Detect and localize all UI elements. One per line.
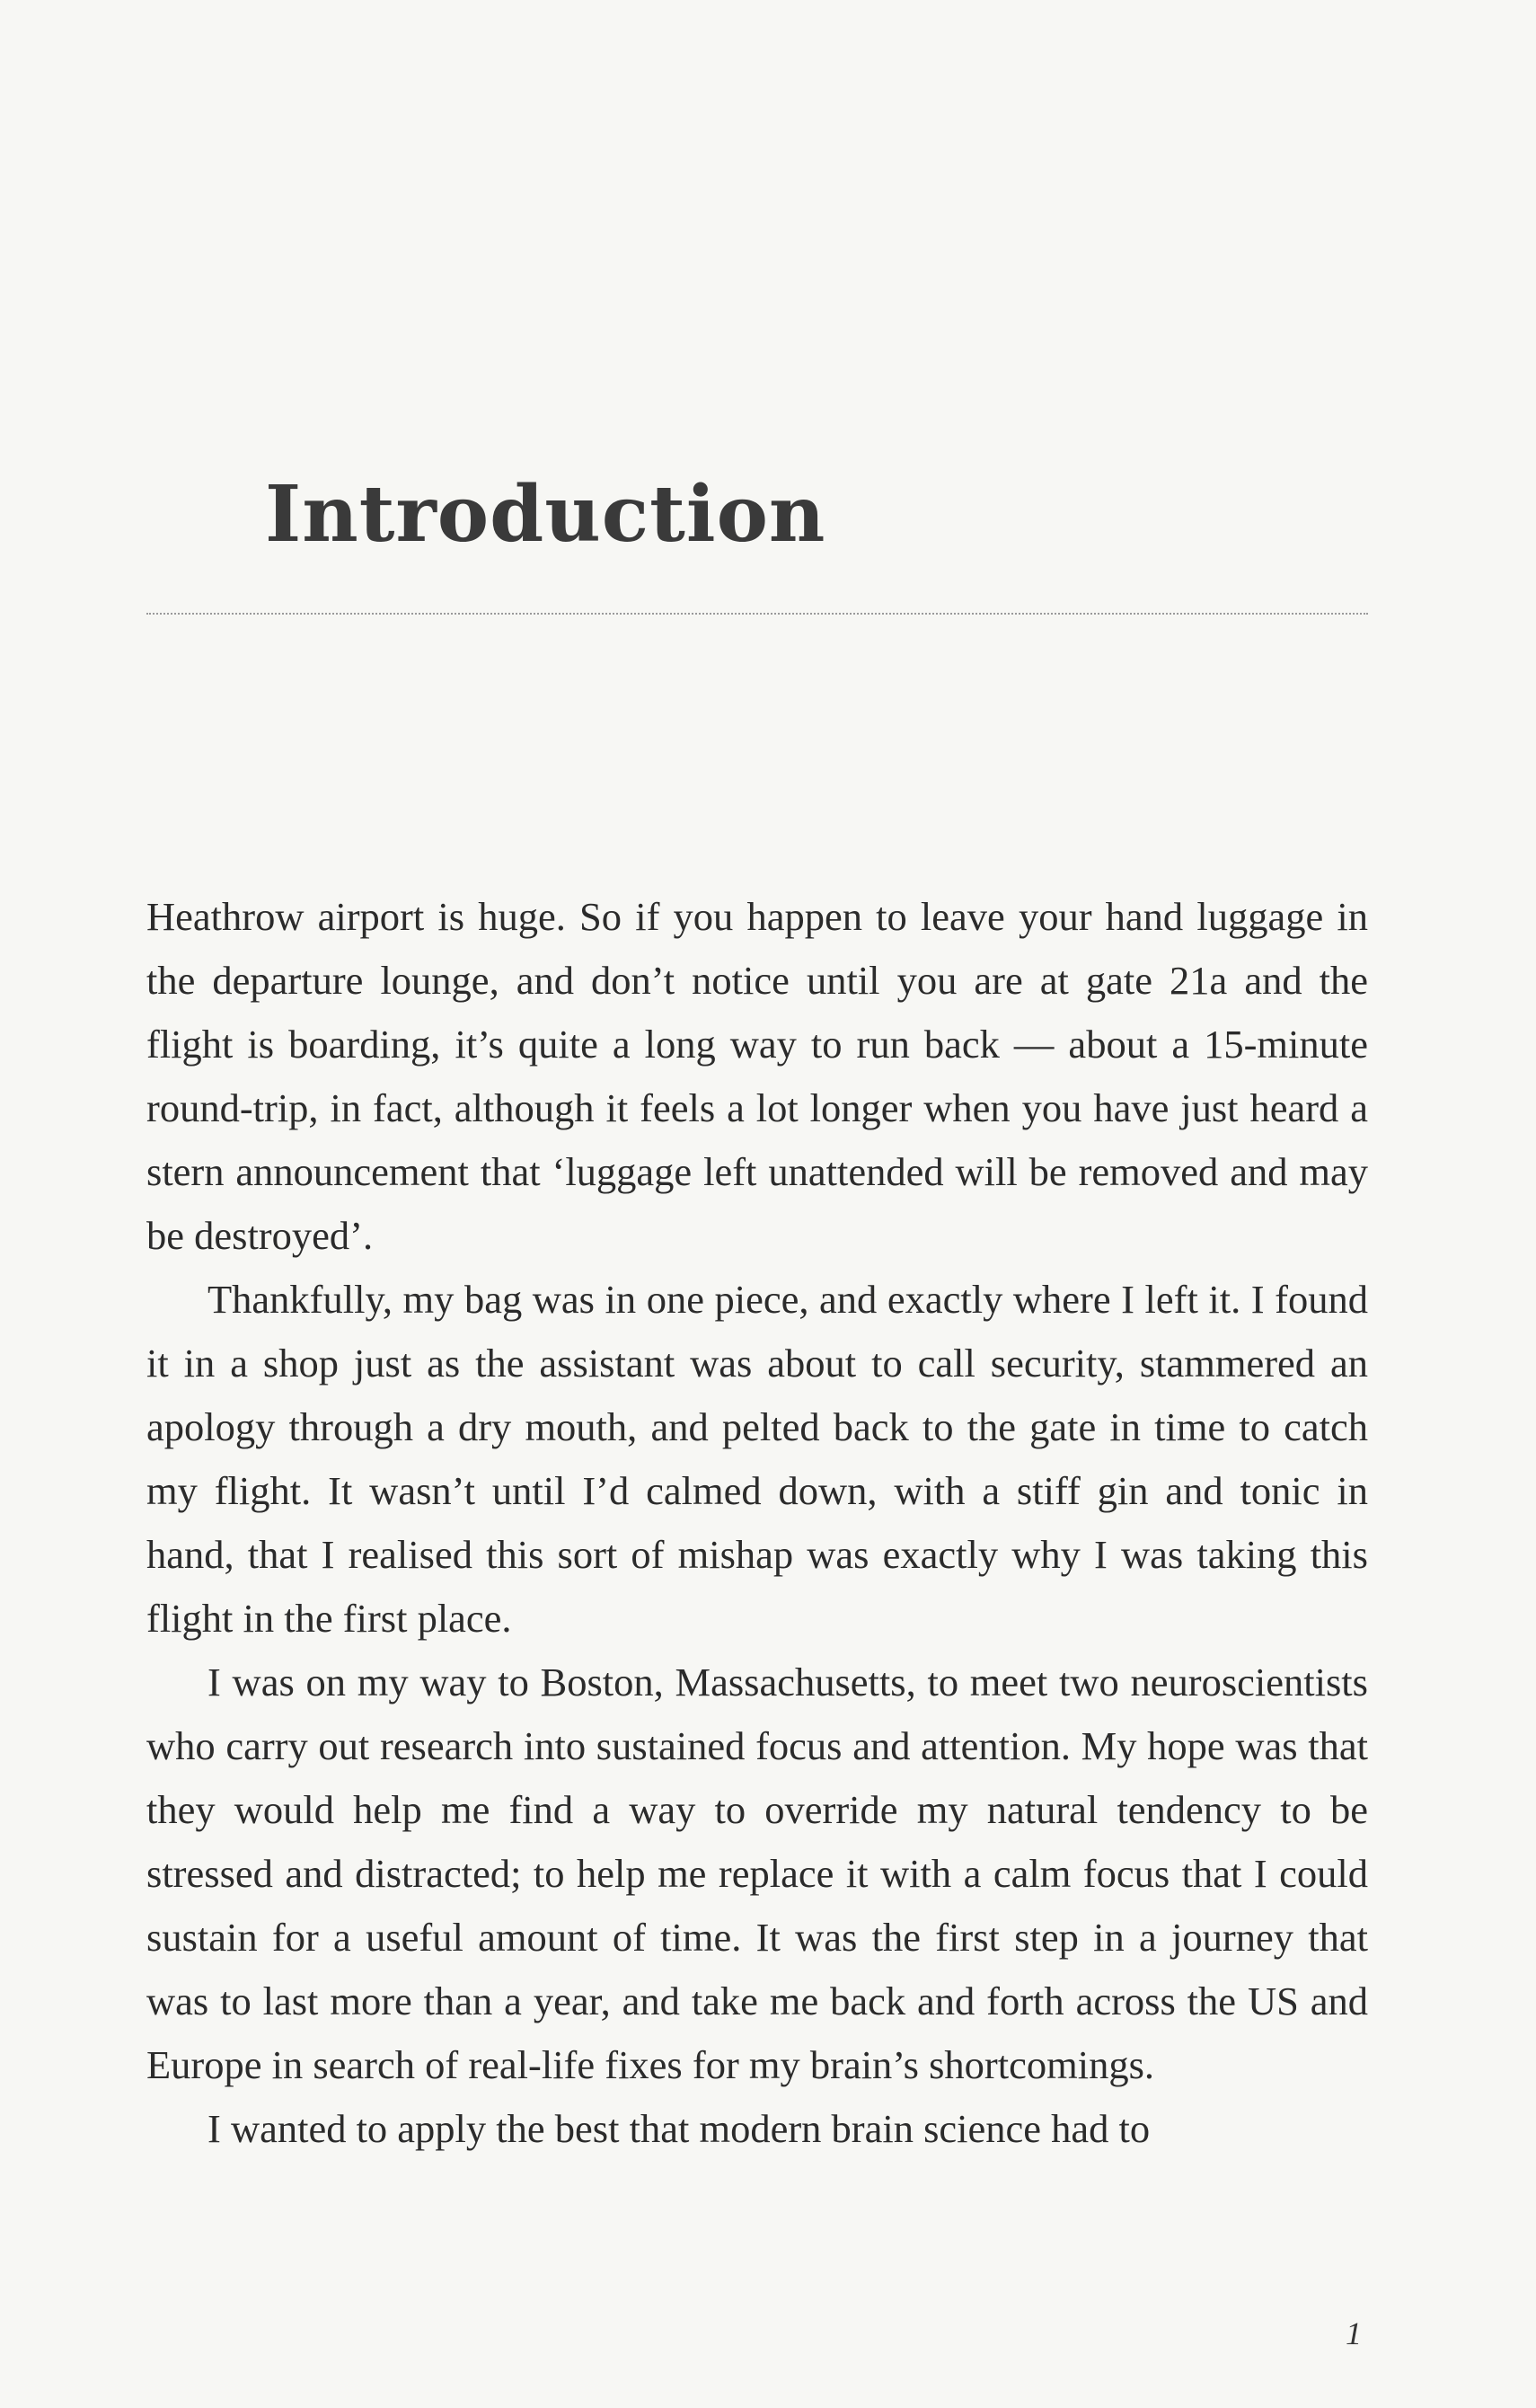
body-text	[146, 885, 1368, 2161]
paragraph-3: I was on my way to Boston, Massachusetts, to meet two neuroscientists who carry out research into sustained focus and attention. My hope was that they would help me find a way to override my natural tendency to be stressed and distracted; to help me replace it with a calm focus that I could sustain for a useful amount of time. It was the first step in a journey that was to last more than a year, and take me back and forth across the US and Europe in search of real-life fixes for my brain’s shortcomings.	[146, 1660, 1368, 2087]
paragraph-2: Thankfully, my bag was in one piece, and exactly where I left it. I found it in a shop just as the assistant was about to call security, stammered an apology through a dry mouth, and pelted back to the gate in time to catch my flight. It wasn’t until I’d calmed down, with a stiff gin and tonic in hand, that I realised this sort of mishap was exactly why I was taking this flight in the first place.	[146, 1277, 1368, 1641]
chapter-title: Introduction	[265, 469, 826, 560]
page-number: 1	[1346, 2315, 1362, 2351]
title-divider	[146, 613, 1368, 615]
paragraph-4: I wanted to apply the best that modern brain science had to	[207, 2106, 1151, 2151]
paragraph-1: Heathrow airport is huge. So if you happen to leave your hand luggage in the departure lounge, and don’t notice until you are at gate 21a and the flight is boarding, it’s quite a long way to run back — about a 15-minute round-trip, in fact, although it feels a lot longer when you have just heard a stern announcement that ‘luggage left unattended will be removed and may be destroyed’.	[146, 894, 1368, 1258]
